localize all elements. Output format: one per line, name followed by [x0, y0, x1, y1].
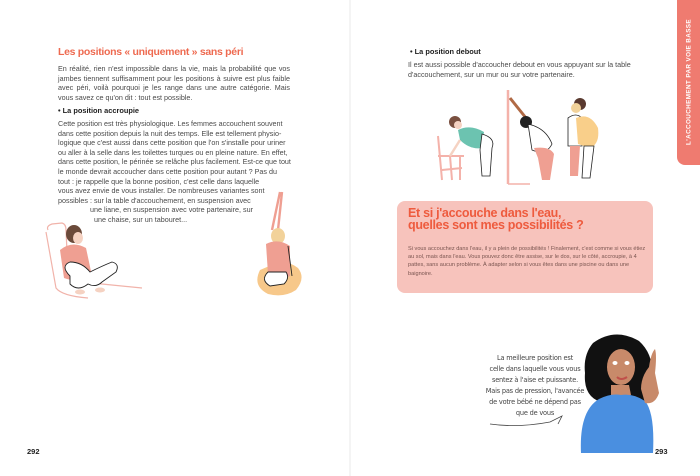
page-number-left: 292 [27, 447, 40, 456]
chapter-side-tab-label: L'ACCOUCHEMENT PAR VOIE BASSE [685, 19, 692, 145]
callout-title: Et si j'accouche dans l'eau, quelles sont mes possibilités ? [408, 206, 584, 232]
woman-squatting-with-suspension-liana-illustration [250, 190, 310, 300]
woman-leaning-on-chair [438, 116, 493, 180]
speech-bubble-tail-icon [488, 414, 568, 430]
woman-leaning-on-wall [508, 90, 554, 184]
standing-positions-illustration [430, 88, 620, 186]
squatting-paragraph: Cette position est très physiologique. Les femmes accouchent souvent dans cette position depuis la nuit des temps. Elle est tellement physio- logique que c'est aussi dans cette position que l'on s'installe pour uriner ou aller à la selle dans les toilettes turques ou en pleine nature. En effet, dans cette position, le périnée se relâche plus facilement. Est-ce que tout le monde devrait accoucher dans cette position pour autant ? Pas du tout : je rappelle que la bonne position, c'est celle dans laquelle vous avez envie de vous installer. De nombreuses variantes sont possibles : sur la table d'accouchement, en suspension avec une liane, en suspension avec votre partenaire, sur une chaise, sur un tabouret... [58, 119, 291, 224]
narrator-character-illustration [575, 333, 670, 453]
water-birth-callout [397, 201, 653, 293]
callout-body: Si vous accouchez dans l'eau, il y a plein de possibilités ! Finalement, c'est comme si vous étiez au sol, mais dans l'eau. Vous pouvez donc être assise, sur le dos, sur le côté, accroupie, à 4 pattes, sans aucun problème. À adapter selon si vous êtes dans une piscine ou dans une baignoire. [408, 246, 646, 277]
speech-bubble: La meilleure position est celle dans laquelle vous vous sentez à l'aise et puissante. Mais pas de pression, l'avancée de votre bébé ne dépend pas que de vous [485, 354, 585, 417]
section-title: Les positions « uniquement » sans péri [58, 46, 244, 58]
intro-paragraph: En réalité, rien n'est impossible dans la vie, mais la probabilité que vos jambes tiennent suffisamment pour les positions à suivre est plus faible avec péri, voilà pourquoi je les range dans une autre catégorie. Mais vous savez ce qu'on dit : tout est possible. [58, 64, 290, 102]
subsection-title-standing: • La position debout [410, 47, 481, 56]
woman-squatting-on-delivery-table-illustration [42, 218, 147, 303]
woman-hugging-partner [568, 98, 598, 178]
page-number-right: 293 [655, 447, 668, 456]
subsection-title-squatting: • La position accroupie [58, 106, 140, 115]
chapter-side-tab [677, 0, 700, 165]
standing-paragraph: Il est aussi possible d'accoucher debout en vous appuyant sur la table d'accouchement, sur un mur ou sur votre partenaire. [408, 60, 631, 79]
